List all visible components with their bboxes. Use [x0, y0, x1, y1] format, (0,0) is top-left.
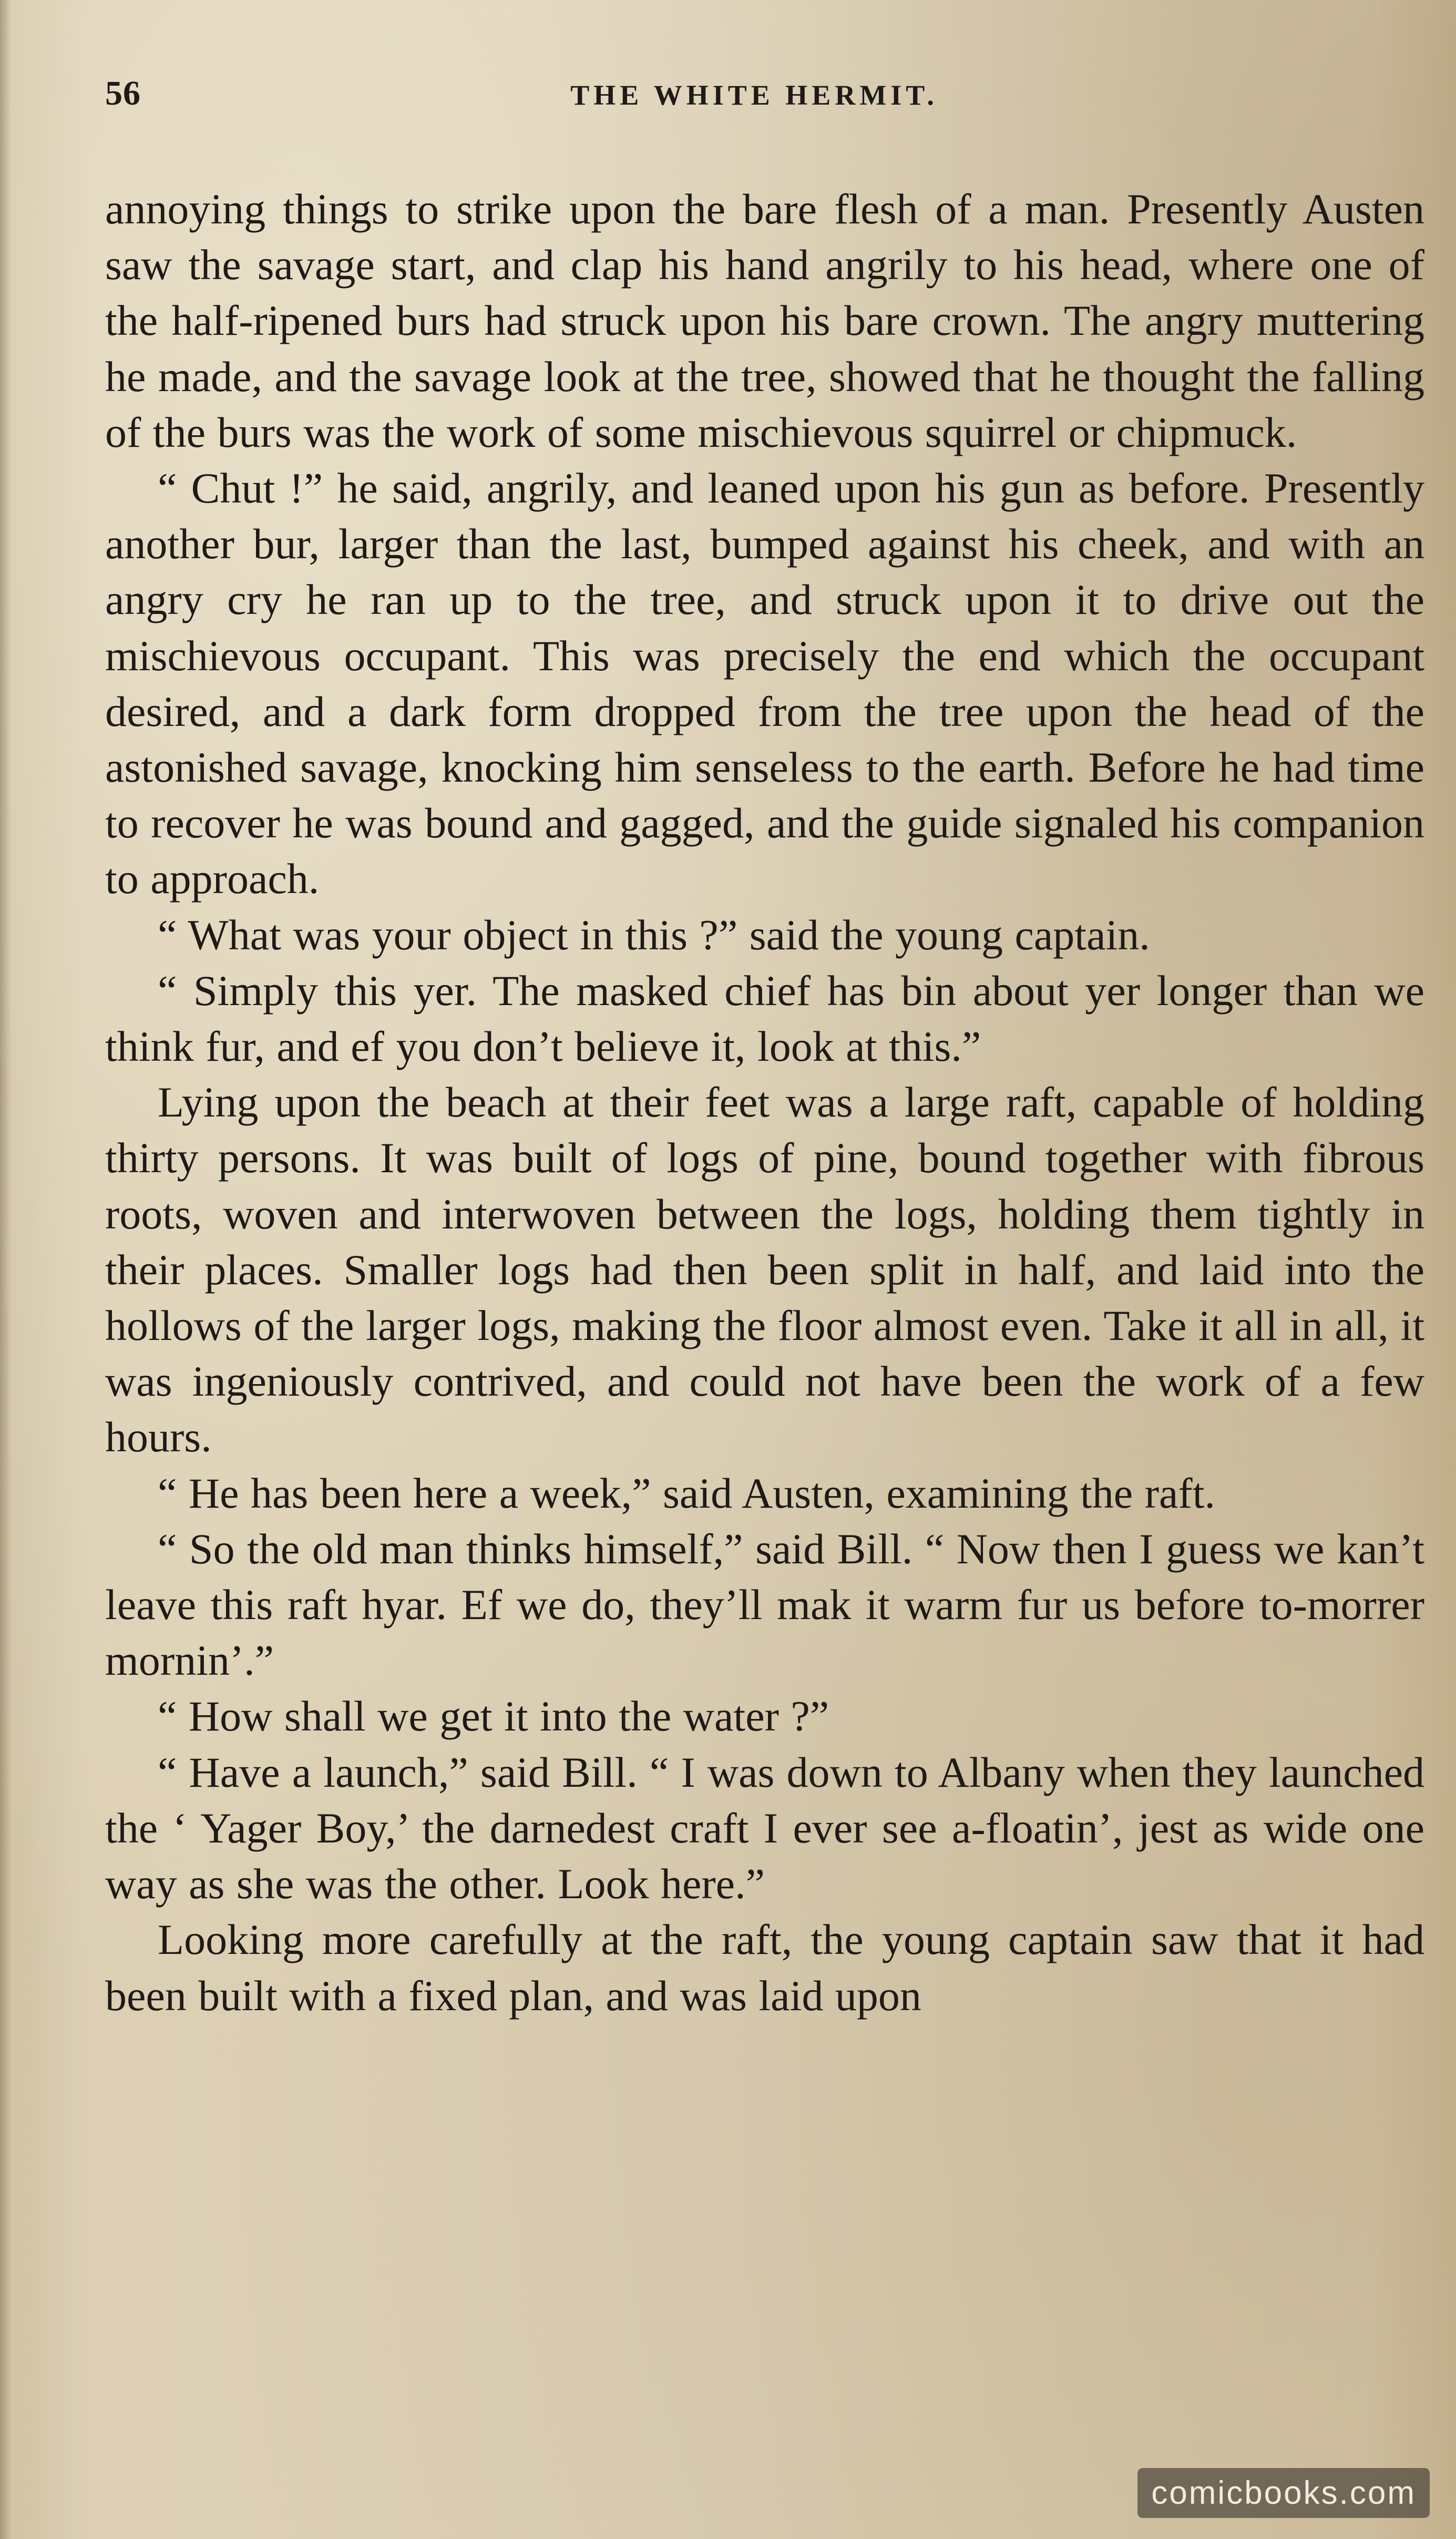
body-text	[105, 181, 1424, 2024]
paragraph: Looking more carefully at the raft, the young captain saw that it had been built with a fixed plan, and was laid upon	[105, 1916, 1424, 2020]
paragraph: “ He has been here a week,” said Austen, examining the raft.	[158, 1469, 1215, 1517]
source-watermark: comicbooks.com	[1137, 2468, 1430, 2518]
paragraph: Lying upon the beach at their feet was a large raft, capable of holding thirty persons. It was built of logs of pine, bound together with fibrous roots, woven and interwoven between the logs, holding them tightly in their places. Smaller logs had then been split in half, and laid into the hollows of the larger logs, making the floor almost even. Take it all in all, it was ingeniously contrived, and could not have been the work of a few hours.	[105, 1078, 1424, 1461]
paragraph: “ Simply this yer. The masked chief has bin about yer longer than we think fur, and ef you don’t believe it, look at this.”	[105, 966, 1424, 1071]
paragraph: “ So the old man thinks himself,” said Bill. “ Now then I guess we kan’t leave this raft hyar. Ef we do, they’ll mak it warm fur us before to-morrer mornin’.”	[105, 1524, 1424, 1685]
running-head	[105, 74, 1403, 121]
page-number: 56	[105, 74, 141, 112]
paragraph: “ Have a launch,” said Bill. “ I was down to Albany when they launched the ‘ Yager Boy,’ the darnedest craft I ever see a-floatin’, jest as wide one way as she was the other. Look here.”	[105, 1748, 1424, 1908]
paragraph: “ What was your object in this ?” said the young captain.	[158, 910, 1150, 959]
paragraph: annoying things to strike upon the bare flesh of a man. Presently Austen saw the savage start, and clap his hand angrily to his head, where one of the half-ripened burs had struck upon his bare crown. The angry muttering he made, and the savage look at the tree, showed that he thought the falling of the burs was the work of some mischievous squirrel or chipmuck.	[105, 185, 1424, 456]
binding-shadow	[0, 0, 12, 2539]
paragraph: “ How shall we get it into the water ?”	[158, 1692, 829, 1741]
book-title: THE WHITE HERMIT.	[570, 79, 938, 111]
paragraph: “ Chut !” he said, angrily, and leaned upon his gun as before. Presently another bur, larger than the last, bumped against his cheek, and with an angry cry he ran up to the tree, and struck upon it to drive out the mischievous occupant. This was precisely the end which the occupant desired, and a dark form dropped from the tree upon the head of the astonished savage, knocking him senseless to the earth. Before he had time to recover he was bound and gagged, and the guide signaled his companion to approach.	[105, 464, 1424, 903]
